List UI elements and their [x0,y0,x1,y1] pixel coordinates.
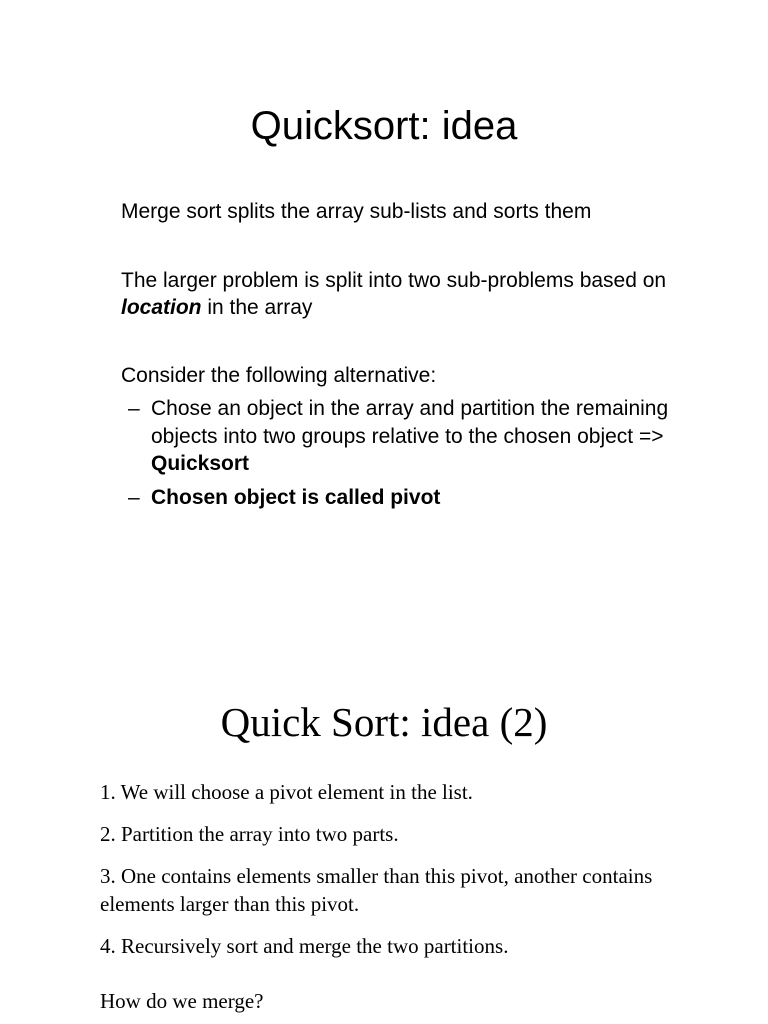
alternative-bullet-list [128,395,688,517]
dash-bullet: – [128,485,140,509]
merge-sort-paragraph: Merge sort splits the array sub-lists and sorts them [121,200,592,223]
bullet-item-pivot [128,484,688,512]
larger-problem-text-end: in the array [201,296,313,319]
bullet-item-partition [128,395,688,478]
larger-problem-paragraph [121,267,681,321]
merge-question: How do we merge? [100,989,264,1013]
slide-title-quick-sort-idea-2: Quick Sort: idea (2) [220,699,548,745]
slide-title-quicksort-idea: Quicksort: idea [250,104,518,148]
step-item-4: 4. Recursively sort and merge the two partitions. [100,934,509,958]
alternative-intro: Consider the following alternative: [121,364,437,387]
larger-problem-text: The larger problem is split into two sub-problems based on [121,269,667,292]
location-emphasis: location [121,296,202,319]
step-item-2: 2. Partition the array into two parts. [100,822,399,846]
quicksort-bold: Quicksort [151,452,250,475]
step-item-3: 3. One contains elements smaller than this pivot, another contains elements larger than this pivot. [100,864,653,916]
pivot-definition-bold: Chosen object is called pivot [151,485,441,509]
dash-bullet: – [128,397,140,420]
step-item-1: 1. We will choose a pivot element in the list. [100,780,473,804]
bullet-partition-text: Chose an object in the array and partition the remaining objects into two groups relative to the chosen object => [151,397,669,448]
